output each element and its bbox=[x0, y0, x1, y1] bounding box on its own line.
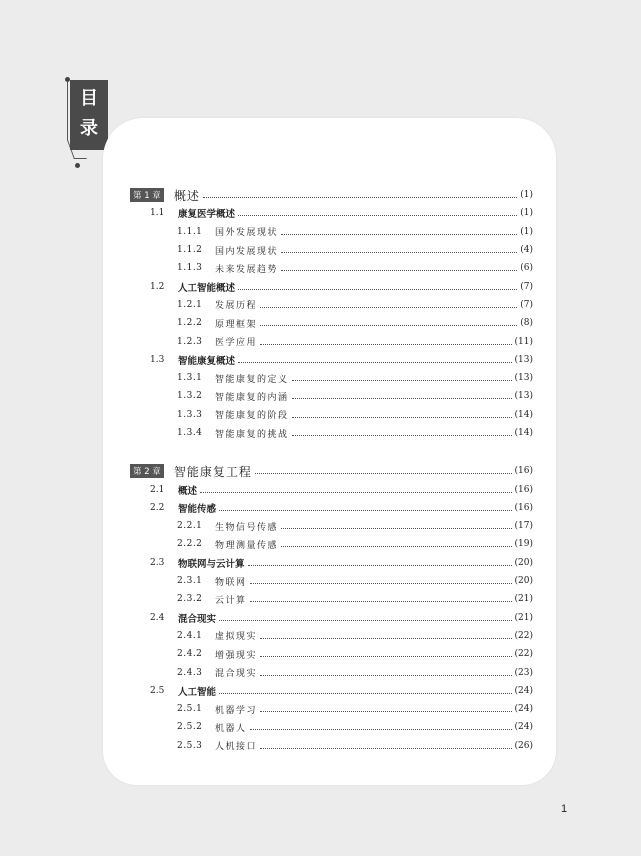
section-title: 虚拟现实 bbox=[215, 632, 258, 643]
section-title: 混合现实 bbox=[215, 669, 258, 680]
page-ref: (22) bbox=[514, 649, 533, 660]
section-title: 概述 bbox=[178, 485, 198, 497]
section-number: 2.4.3 bbox=[177, 667, 203, 678]
page-ref: (7) bbox=[520, 281, 533, 292]
section-title: 云计算 bbox=[215, 595, 247, 606]
toc-section-row[interactable] bbox=[130, 499, 533, 517]
section-number: 1.2.2 bbox=[177, 318, 203, 329]
page-ref: (1) bbox=[520, 208, 533, 219]
chapter-title: 智能康复工程 bbox=[173, 464, 252, 479]
leader-dots bbox=[281, 251, 517, 253]
section-title: 智能康复的挑战 bbox=[215, 429, 289, 440]
section-number: 1.3.2 bbox=[177, 391, 203, 402]
page-ref: (26) bbox=[514, 740, 533, 751]
toc-subsection-row[interactable] bbox=[130, 241, 533, 259]
contents-heading bbox=[70, 80, 108, 150]
contents-heading-char: 目 bbox=[80, 88, 98, 109]
section-title: 智能康复概述 bbox=[178, 355, 236, 367]
decorative-line bbox=[67, 80, 68, 140]
page-ref: (14) bbox=[514, 428, 533, 438]
section-title: 物联网 bbox=[215, 577, 247, 588]
section-title: 生物信号传感 bbox=[215, 522, 279, 533]
toc-subsection-row[interactable] bbox=[130, 517, 533, 535]
section-number: 1.1.2 bbox=[177, 245, 203, 256]
toc-section-row[interactable] bbox=[130, 682, 533, 700]
section-number: 2.5.1 bbox=[177, 704, 203, 715]
page-ref: (24) bbox=[514, 722, 533, 733]
toc-subsection-row[interactable] bbox=[130, 663, 533, 681]
decorative-dot bbox=[75, 163, 80, 168]
toc-chapter-row[interactable] bbox=[130, 462, 533, 480]
section-number: 1.1 bbox=[150, 208, 165, 219]
toc-subsection-row[interactable] bbox=[130, 296, 533, 314]
section-title: 人机接口 bbox=[215, 742, 258, 753]
page-ref: (24) bbox=[514, 704, 533, 715]
section-number: 2.4.1 bbox=[177, 630, 203, 641]
page-ref: (23) bbox=[514, 667, 533, 678]
section-title: 物理测量传感 bbox=[215, 540, 279, 551]
leader-dots bbox=[292, 397, 512, 399]
page-ref: (14) bbox=[514, 409, 533, 420]
page-ref: (20) bbox=[514, 557, 533, 568]
toc-subsection-row[interactable] bbox=[130, 369, 533, 387]
leader-dots bbox=[219, 619, 512, 621]
toc-subsection-row[interactable] bbox=[130, 387, 533, 405]
page-ref: (17) bbox=[514, 521, 533, 532]
section-title: 未来发展趋势 bbox=[215, 264, 279, 275]
toc-subsection-row[interactable] bbox=[130, 535, 533, 553]
leader-dots bbox=[219, 509, 512, 511]
page-number: 1 bbox=[561, 803, 568, 815]
leader-dots bbox=[260, 710, 512, 712]
section-title: 国内发展现状 bbox=[215, 246, 279, 257]
toc-section-row[interactable] bbox=[130, 277, 533, 295]
section-number: 2.5 bbox=[150, 685, 165, 696]
toc-section-row[interactable] bbox=[130, 554, 533, 572]
page-ref: (19) bbox=[514, 539, 533, 550]
section-number: 1.3.4 bbox=[177, 428, 203, 438]
leader-dots bbox=[292, 434, 512, 436]
section-number: 1.1.1 bbox=[177, 226, 203, 237]
section-title: 医学应用 bbox=[215, 338, 258, 349]
toc-subsection-row[interactable] bbox=[130, 259, 533, 277]
leader-dots bbox=[260, 655, 512, 657]
chapter-title: 概述 bbox=[173, 188, 200, 203]
toc-subsection-row[interactable] bbox=[130, 424, 533, 442]
section-number: 1.2 bbox=[150, 281, 165, 292]
leader-dots bbox=[281, 527, 512, 529]
toc-subsection-row[interactable] bbox=[130, 223, 533, 241]
section-number: 2.1 bbox=[150, 484, 165, 495]
leader-dots bbox=[260, 324, 517, 326]
toc-subsection-row[interactable] bbox=[130, 737, 533, 755]
leader-dots bbox=[248, 564, 512, 566]
section-number: 2.5.2 bbox=[177, 722, 203, 733]
toc-subsection-row[interactable] bbox=[130, 645, 533, 663]
page-ref: (13) bbox=[514, 373, 533, 384]
section-title: 机器人 bbox=[215, 723, 247, 734]
section-number: 2.2 bbox=[150, 502, 165, 513]
section-number: 2.4 bbox=[150, 612, 165, 623]
chapter-number: 第 1 章 bbox=[130, 188, 164, 202]
toc-subsection-row[interactable] bbox=[130, 590, 533, 608]
page-ref: (13) bbox=[514, 354, 533, 365]
page-ref: (11) bbox=[514, 336, 533, 347]
page-ref: (20) bbox=[514, 576, 533, 587]
page-ref: (24) bbox=[514, 685, 533, 696]
leader-dots bbox=[250, 728, 512, 730]
leader-dots bbox=[250, 582, 512, 584]
page-ref: (1) bbox=[520, 226, 533, 237]
section-title: 智能康复的内涵 bbox=[215, 392, 289, 403]
page-ref: (4) bbox=[520, 245, 533, 256]
leader-dots bbox=[260, 637, 512, 639]
leader-dots bbox=[281, 269, 517, 271]
toc-subsection-row[interactable] bbox=[130, 314, 533, 332]
section-title: 智能康复的阶段 bbox=[215, 411, 289, 422]
leader-dots bbox=[238, 361, 512, 363]
section-number: 2.2.1 bbox=[177, 521, 203, 532]
section-number: 2.4.2 bbox=[177, 649, 203, 660]
page-ref: (16) bbox=[514, 484, 533, 495]
leader-dots bbox=[281, 545, 512, 547]
page-ref: (7) bbox=[520, 299, 533, 310]
chapter-gap bbox=[130, 442, 533, 462]
section-title: 增强现实 bbox=[215, 650, 258, 661]
section-number: 2.3.2 bbox=[177, 594, 203, 605]
section-number: 2.5.3 bbox=[177, 740, 203, 751]
leader-dots bbox=[200, 491, 512, 493]
leader-dots bbox=[260, 306, 517, 308]
toc-subsection-row[interactable] bbox=[130, 627, 533, 645]
section-number: 1.2.3 bbox=[177, 336, 203, 347]
section-title: 发展历程 bbox=[215, 301, 258, 312]
section-title: 智能传感 bbox=[178, 503, 217, 515]
leader-dots bbox=[292, 379, 512, 381]
section-title: 机器学习 bbox=[215, 705, 258, 716]
toc-section-row[interactable] bbox=[130, 351, 533, 369]
leader-dots bbox=[281, 233, 517, 235]
section-title: 国外发展现状 bbox=[215, 228, 279, 239]
toc-subsection-row[interactable] bbox=[130, 406, 533, 424]
page-ref: (21) bbox=[514, 612, 533, 623]
contents-heading-char: 录 bbox=[80, 118, 98, 139]
leader-dots bbox=[238, 288, 517, 290]
page-ref: (22) bbox=[514, 630, 533, 641]
toc-section-row[interactable] bbox=[130, 609, 533, 627]
leader-dots bbox=[203, 196, 517, 198]
section-title: 混合现实 bbox=[178, 613, 217, 625]
leader-dots bbox=[260, 747, 512, 749]
leader-dots bbox=[260, 343, 512, 345]
leader-dots bbox=[260, 674, 512, 676]
leader-dots bbox=[238, 214, 517, 216]
chapter-number: 第 2 章 bbox=[130, 464, 164, 478]
section-title: 智能康复的定义 bbox=[215, 374, 289, 385]
section-number: 1.2.1 bbox=[177, 299, 203, 310]
section-title: 人工智能 bbox=[178, 686, 217, 698]
table-of-contents bbox=[130, 186, 533, 755]
section-number: 1.3.3 bbox=[177, 409, 203, 420]
leader-dots bbox=[255, 472, 512, 474]
page-ref: (21) bbox=[514, 594, 533, 605]
toc-section-row[interactable] bbox=[130, 204, 533, 222]
page-ref: (13) bbox=[514, 391, 533, 402]
section-title: 人工智能概述 bbox=[178, 282, 236, 294]
section-number: 2.3 bbox=[150, 557, 165, 568]
section-number: 1.3.1 bbox=[177, 373, 203, 384]
section-number: 2.3.1 bbox=[177, 576, 203, 587]
page-ref: (6) bbox=[520, 263, 533, 274]
section-title: 康复医学概述 bbox=[178, 209, 236, 221]
leader-dots bbox=[250, 600, 512, 602]
toc-chapter-row[interactable] bbox=[130, 186, 533, 204]
section-title: 原理框架 bbox=[215, 319, 258, 330]
page-ref: (16) bbox=[514, 466, 533, 477]
section-number: 1.1.3 bbox=[177, 263, 203, 274]
toc-subsection-row[interactable] bbox=[130, 572, 533, 590]
page-ref: (8) bbox=[520, 318, 533, 329]
section-number: 2.2.2 bbox=[177, 539, 203, 550]
leader-dots bbox=[219, 692, 512, 694]
section-title: 物联网与云计算 bbox=[178, 558, 245, 570]
page-ref: (1) bbox=[520, 190, 533, 201]
leader-dots bbox=[292, 416, 512, 418]
page-ref: (16) bbox=[514, 502, 533, 513]
section-number: 1.3 bbox=[150, 354, 165, 365]
toc-section-row[interactable] bbox=[130, 480, 533, 498]
toc-subsection-row[interactable] bbox=[130, 332, 533, 350]
toc-subsection-row[interactable] bbox=[130, 718, 533, 736]
toc-subsection-row[interactable] bbox=[130, 700, 533, 718]
